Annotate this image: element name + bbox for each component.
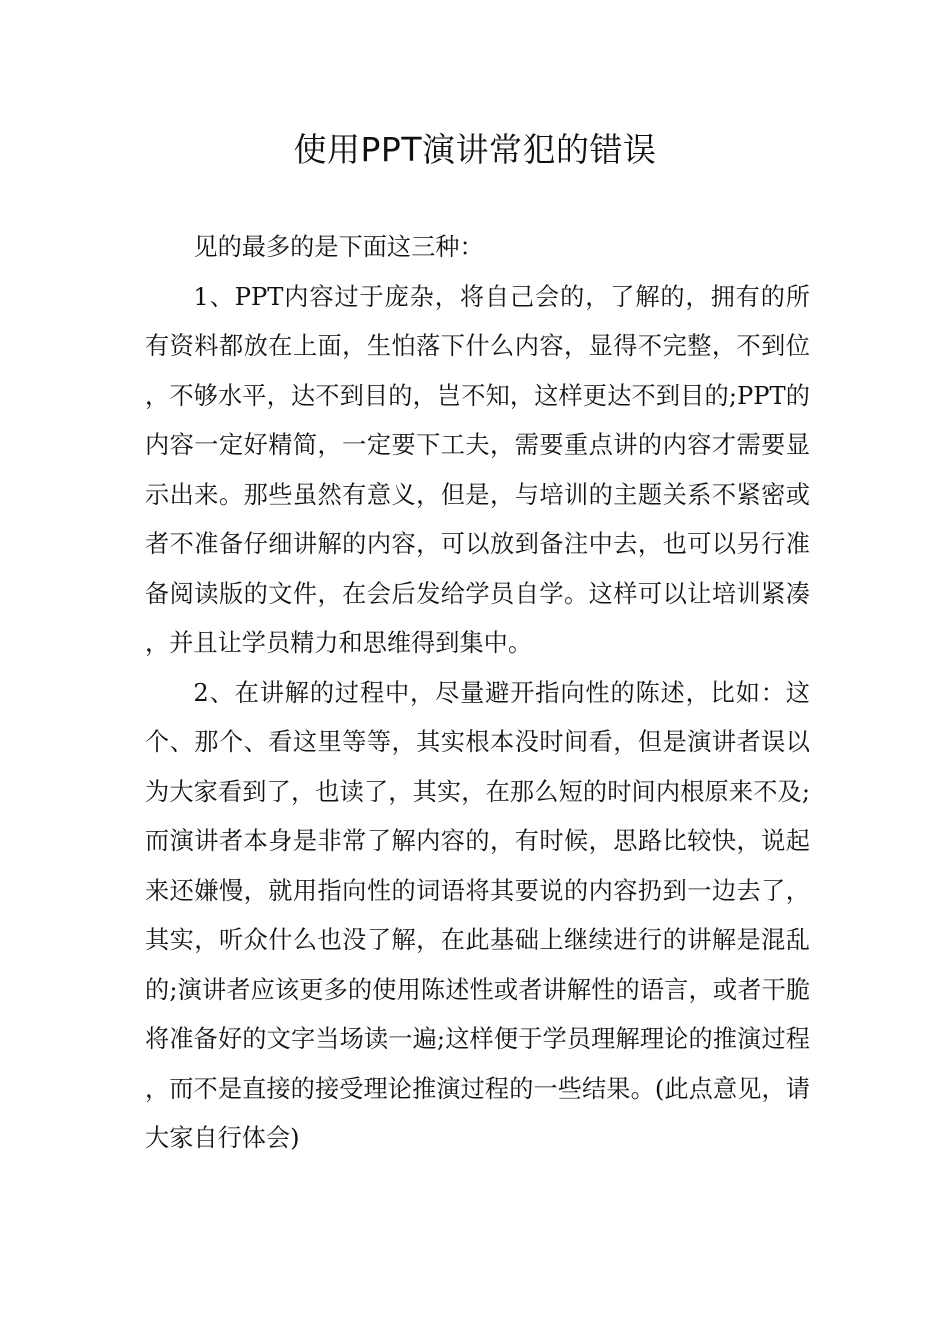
- paragraph-point-2: 2、在讲解的过程中，尽量避开指向性的陈述，比如：这个、那个、看这里等等，其实根本没时间看，但是演讲者误以为大家看到了，也读了，其实，在那么短的时间内根原来不及;而演讲者本身是非常了解内容的，有时候，思路比较快，说起来还嫌慢，就用指向性的词语将其要说的内容扔到一边去了，其实，听众什么也没了解，在此基础上继续进行的讲解是混乱的;演讲者应该更多的使用陈述性或者讲解性的语言，或者干脆将准备好的文字当场读一遍;这样便于学员理解理论的推演过程，而不是直接的接受理论推演过程的一些结果。(此点意见，请大家自行体会): [145, 678, 810, 1152]
- paragraph-point-1: 1、PPT内容过于庞杂，将自己会的，了解的，拥有的所有资料都放在上面，生怕落下什么内容，显得不完整，不到位，不够水平，达不到目的，岂不知，这样更达不到目的;PPT的内容一定好精简，一定要下工夫，需要重点讲的内容才需要显示出来。那些虽然有意义，但是，与培训的主题关系不紧密或者不准备仔细讲解的内容，可以放到备注中去，也可以另行准备阅读版的文件，在会后发给学员自学。这样可以让培训紧凑，并且让学员精力和思维得到集中。: [145, 282, 810, 657]
- paragraph-intro: 见的最多的是下面这三种：: [193, 233, 484, 261]
- document-body: [145, 223, 810, 1164]
- document-title: 使用PPT演讲常犯的错误: [293, 130, 657, 169]
